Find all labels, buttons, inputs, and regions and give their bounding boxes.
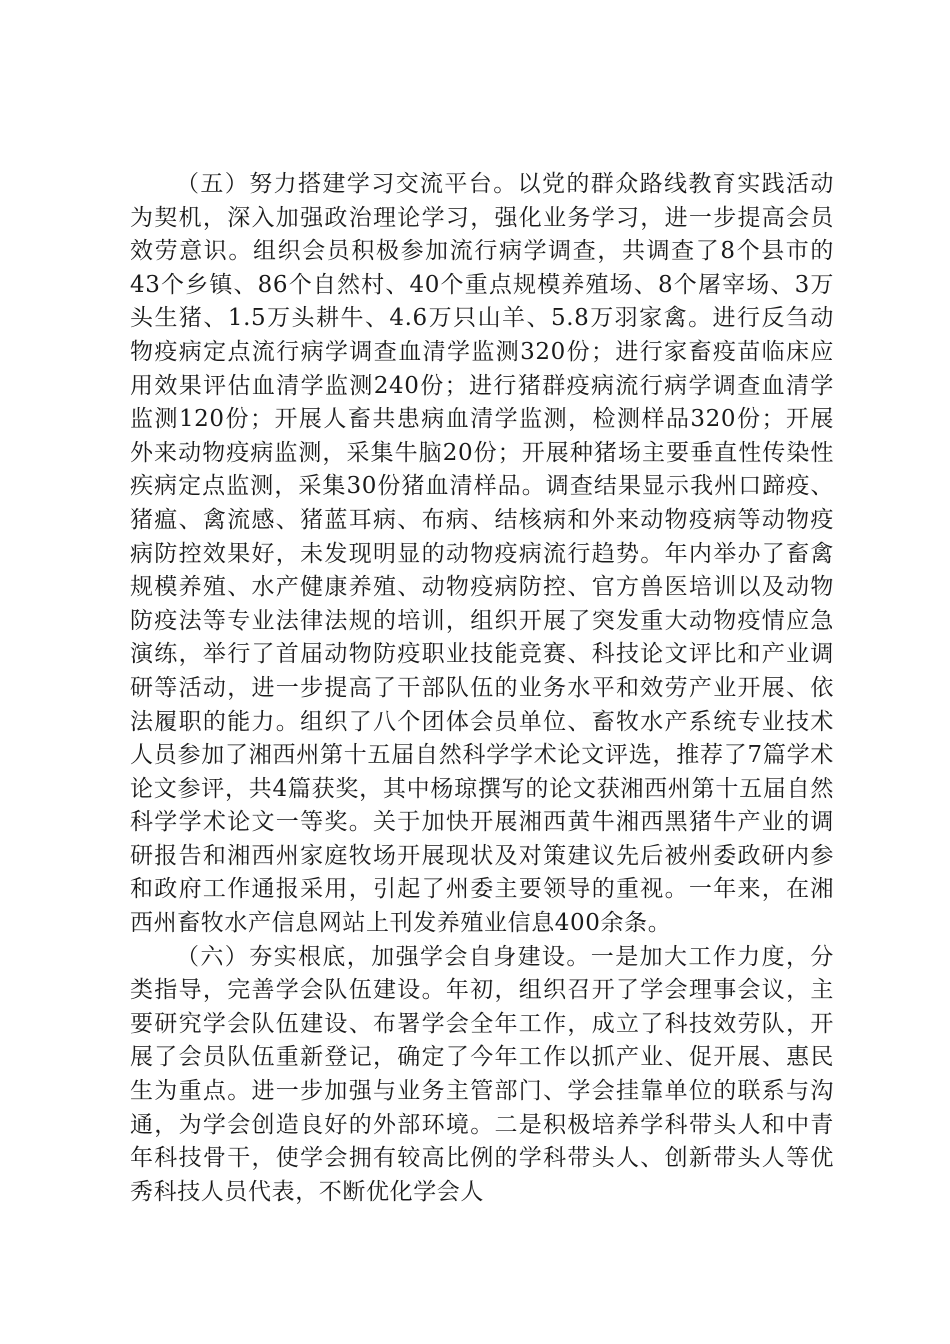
paragraph-section-six: （六）夯实根底，加强学会自身建设。一是加大工作力度，分类指导，完善学会队伍建设。年初，组织召开了学会理事会议，主要研究学会队伍建设、布署学会全年工作，成立了科技效劳队，开展了会员队伍重新登记，确定了今年工作以抓产业、促开展、惠民生为重点。进一步加强与业务主管部门、学会挂靠单位的联系与沟通，为学会创造良好的外部环境。二是积极培养学科带头人和中青年科技骨干，使学会拥有较高比例的学科带头人、创新带头人等优秀科技人员代表，不断优化学会人 xyxy=(130,943,834,1205)
paragraph-section-five: （五）努力搭建学习交流平台。以党的群众路线教育实践活动为契机，深入加强政治理论学习，强化业务学习，进一步提高会员效劳意识。组织会员积极参加流行病学调查，共调查了8个县市的43个乡镇、86个自然村、40个重点规模养殖场、8个屠宰场、3万头生猪、1.5万头耕牛、4.6万只山羊、5.8万羽家禽。进行反刍动物疫病定点流行病学调查血清学监测320份；进行家畜疫苗临床应用效果评估血清学监测240份；进行猪群疫病流行病学调查血清学监测120份；开展人畜共患病血清学监测，检测样品320份；开展外来动物疫病监测，采集牛脑20份；开展种猪场主要垂直性传染性疾病定点监测，采集30份猪血清样品。调查结果显示我州口蹄疫、猪瘟、禽流感、猪蓝耳病、布病、结核病和外来动物疫病等动物疫病防控效果好，未发现明显的动物疫病流行趋势。年内举办了畜禽规模养殖、水产健康养殖、动物疫病防控、官方兽医培训以及动物防疫法等专业法律法规的培训，组织开展了突发重大动物疫情应急演练，举行了首届动物防疫职业技能竞赛、科技论文评比和产业调研等活动，进一步提高了干部队伍的业务水平和效劳产业开展、依法履职的能力。组织了八个团体会员单位、畜牧水产系统专业技术人员参加了湘西州第十五届自然科学学术论文评选，推荐了7篇学术论文参评，共4篇获奖，其中杨琼撰写的论文获湘西州第十五届自然科学学术论文一等奖。关于加快开展湘西黄牛湘西黑猪牛产业的调研报告和湘西州家庭牧场开展现状及对策建议先后被州委政研内参和政府工作通报采用，引起了州委主要领导的重视。一年来，在湘西州畜牧水产信息网站上刊发养殖业信息400余条。 xyxy=(130,171,834,937)
document-body xyxy=(130,168,834,1209)
